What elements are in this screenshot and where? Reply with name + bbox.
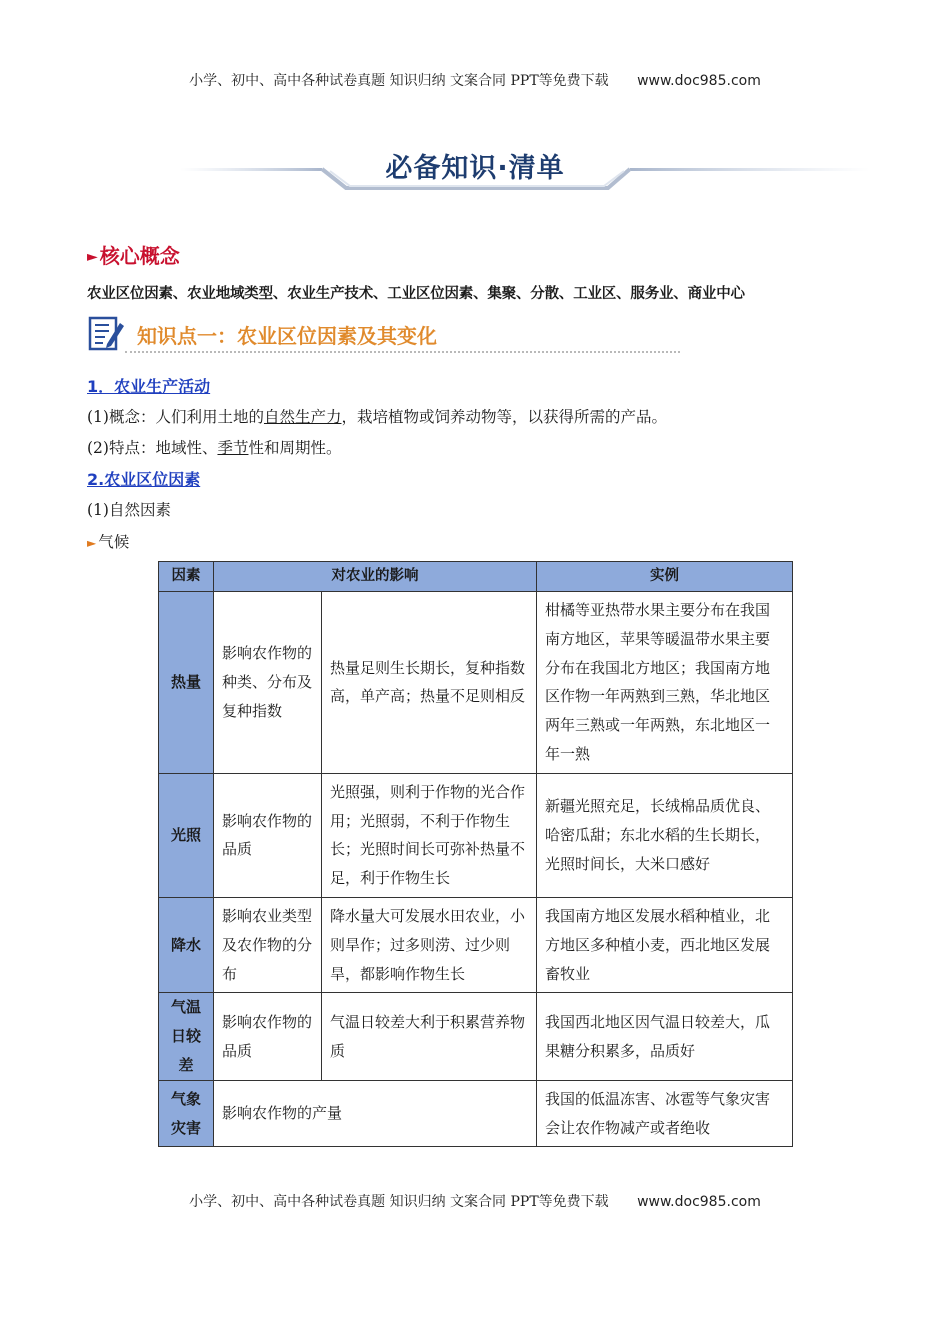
impact-cell: 影响农作物的产量 (214, 1080, 537, 1147)
impact-cell: 影响农作物的品质 (214, 773, 322, 897)
detail-cell: 热量足则生长期长，复种指数高，单产高；热量不足则相反 (322, 592, 537, 774)
banner-title: 必备知识·清单 (385, 153, 565, 184)
header-impact: 对农业的影响 (214, 562, 537, 592)
factor-cell: 光照 (159, 773, 214, 897)
detail-cell: 光照强，则利于作物的光合作用；光照弱，不利于作物生长；光照时间长可弥补热量不足，利于作物生长 (322, 773, 537, 897)
table-row (159, 592, 793, 774)
section-2-title[interactable]: 2.农业区位因素 (87, 470, 201, 489)
table-row (159, 897, 793, 992)
feature-text-pre: (2)特点：地域性、 (87, 439, 218, 457)
factor-cell: 降水 (159, 897, 214, 992)
concept-paragraph (87, 405, 667, 427)
triangle-bullet-icon: ► (87, 536, 97, 550)
header-url[interactable]: www.doc985.com (637, 73, 761, 89)
impact-cell: 影响农作物的种类、分布及复种指数 (214, 592, 322, 774)
concept-underline: 自然生产力 (263, 408, 342, 426)
core-concept-list: 农业区位因素、农业地域类型、农业生产技术、工业区位因素、集聚、分散、工业区、服务业、商业中心 (87, 286, 745, 302)
natural-factors: (1)自然因素 (87, 501, 171, 519)
impact-cell: 影响农业类型及农作物的分布 (214, 897, 322, 992)
notebook-pencil-icon (87, 314, 125, 352)
example-cell: 新疆光照充足，长绒棉品质优良、哈密瓜甜；东北水稻的生长期长，光照时间长，大米口感好 (537, 773, 793, 897)
factor-cell: 气温日较差 (159, 993, 214, 1080)
knowledge-point-divider (125, 351, 680, 353)
header-factor: 因素 (159, 562, 214, 592)
triangle-bullet-icon: ► (87, 249, 98, 265)
header-text: 小学、初中、高中各种试卷真题 知识归纳 文案合同 PPT等免费下载 (189, 73, 609, 89)
page-header (0, 70, 950, 90)
feature-text-post: 性和周期性。 (248, 439, 342, 457)
feature-underline: 季节 (217, 439, 249, 457)
table-row (159, 993, 793, 1080)
factor-cell: 热量 (159, 592, 214, 774)
table-row (159, 1080, 793, 1147)
core-concept-heading (87, 240, 180, 269)
table-row (159, 773, 793, 897)
footer-text: 小学、初中、高中各种试卷真题 知识归纳 文案合同 PPT等免费下载 (189, 1194, 609, 1210)
table-header-row (159, 562, 793, 592)
concept-text-pre: (1)概念：人们利用土地的 (87, 408, 264, 426)
header-example: 实例 (537, 562, 793, 592)
page-footer (0, 1191, 950, 1211)
example-cell: 我国的低温冻害、冰雹等气象灾害会让农作物减产或者绝收 (537, 1080, 793, 1147)
climate-label: 气候 (98, 533, 130, 551)
feature-paragraph (87, 436, 342, 458)
footer-url[interactable]: www.doc985.com (637, 1194, 761, 1210)
example-cell: 柑橘等亚热带水果主要分布在我国南方地区，苹果等暖温带水果主要分布在我国北方地区；我国南方地区作物一年两熟到三熟，华北地区两年三熟或一年两熟，东北地区一年一熟 (537, 592, 793, 774)
impact-cell: 影响农作物的品质 (214, 993, 322, 1080)
detail-cell: 气温日较差大利于积累营养物质 (322, 993, 537, 1080)
climate-factor-table (158, 561, 793, 1147)
concept-text-post: ，栽培植物或饲养动物等，以获得所需的产品。 (341, 408, 667, 426)
detail-cell: 降水量大可发展水田农业，小则旱作；过多则涝、过少则旱，都影响作物生长 (322, 897, 537, 992)
example-cell: 我国西北地区因气温日较差大，瓜果糖分积累多，品质好 (537, 993, 793, 1080)
core-concept-title: 核心概念 (99, 244, 180, 268)
example-cell: 我国南方地区发展水稻种植业，北方地区多种植小麦，西北地区发展畜牧业 (537, 897, 793, 992)
knowledge-point-title: 知识点一：农业区位因素及其变化 (137, 324, 437, 348)
climate-bullet (87, 530, 129, 552)
section-1-title[interactable]: 1．农业生产活动 (87, 377, 211, 396)
factor-cell: 气象灾害 (159, 1080, 214, 1147)
